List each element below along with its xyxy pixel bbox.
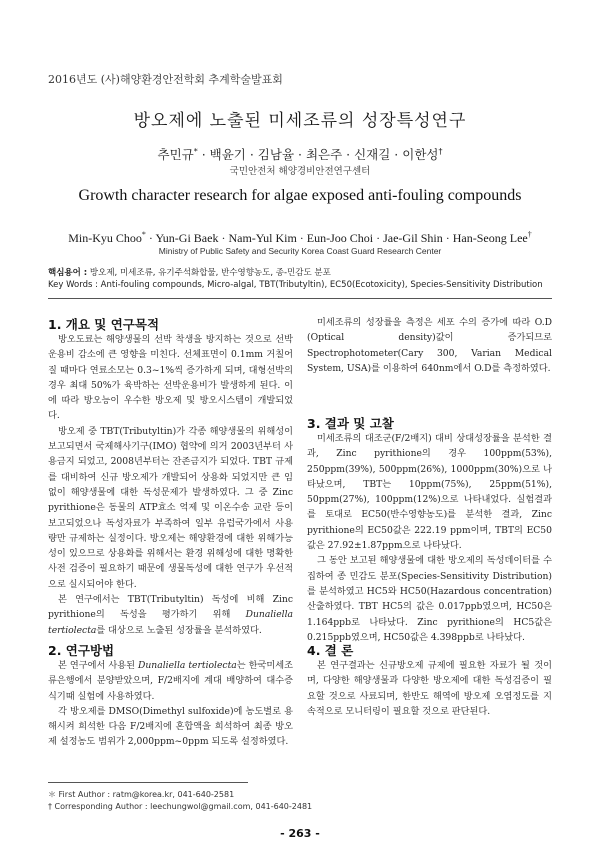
first-author-mark-en: * [141,230,146,239]
page-number: - 263 - [280,827,320,840]
left-column-methods [48,641,293,750]
section-3-p2-text: 그 동안 보고된 해양생물에 대한 방오제의 독성데이터를 수집하여 종 민감도 분포(Species-Sensitivity Distribution)를 분석하였고 HC5와 HC50(Hazardous concentration) 산출하였다. TBT HC5의 값은 0.017ppb였으며, HC50은 1.164ppb로 나타났다. Zinc pyrithione의 HC5값은 0.215ppb였으며, HC50값은 4.398ppb로 나타났다. [307,555,552,643]
section-1-paragraph-3 [48,592,293,638]
korean-affiliation: 국민안전처 해양경비안전연구센터 [229,166,371,177]
section-2-p1-text-a: 본 연구에서 사용된 [58,660,139,671]
section-3-heading: 3. 결과 및 고찰 [307,416,394,431]
keywords-korean [48,266,331,278]
section-4-paragraph-1 [307,658,552,719]
section-2-heading: 2. 연구방법 [48,643,115,658]
korean-authors [0,145,600,163]
first-author-ko: 추민규 [157,147,194,162]
first-author-mark: * [193,146,198,156]
keywords-korean-text: 방오제, 미세조류, 유기주석화합물, 반수영향농도, 종-민감도 분포 [87,268,331,278]
keywords-english-text: Anti-fouling compounds, Micro-algal, TBT(Tributyltin), EC50(Ecotoxicity), Species-Sensitivity Distribution [97,280,543,290]
english-title: Growth character research for algae exposed anti-fouling compounds [78,187,522,204]
footnote-corresponding-author: † Corresponding Author : leechungwol@gmail.com, 041-640-2481 [48,802,313,811]
keywords-english-label: Key Words : [48,280,98,290]
corresponding-author-mark-en: † [527,230,532,239]
section-3-paragraph-1 [307,431,552,553]
section-2-paragraph-1 [48,658,293,704]
footnote-divider [48,782,248,783]
keywords-divider [48,298,552,299]
section-3-p1-text: 미세조류의 대조군(F/2배지) 대비 상대성장률을 분석한 결과, Zinc pyrithione의 경우 100ppm(53%), 250ppm(39%), 500ppm(26%), 1000ppm(30%)으로 나타났으며, TBT는 10ppm(75%), 25ppm(51%), 50ppm(27%), 100ppm(12%)으로 나타내었다. 실험결과를 토대로 EC50(반수영향농도)를 분석한 결과, Zinc pyrithione의 EC50값은 222.19 ppm이며, TBT의 EC50값은 27.92±1.87ppm으로 나타났다. [307,433,552,552]
right-column-conclusion [307,641,552,719]
section-2-p2-text: 각 방오제를 DMSO(Dimethyl sulfoxide)에 농도별로 용해시켜 희석한 다음 F/2배지에 혼합액을 희석하여 최종 방오제 설정농도 범위가 2,000ppm~0ppm 되도록 설정하였다. [48,705,293,748]
corresponding-author-mark: † [438,146,443,156]
conference-header: 2016년도 (사)해양환경안전학회 추계학술발표회 [48,73,283,86]
corresponding-author-ko: 이한성 [402,147,439,162]
corresponding-author-en: Han-Seong Lee [452,231,528,245]
section-1-p2-text: 방오제 중 TBT(Tributyltin)가 각종 해양생물의 위해성이 보고되면서 국제해사기구(IMO) 협약에 의거 2003년부터 사용금지 되었고, 2008년부터는 잔존금지가 되었다. TBT 규제를 대비하여 신규 방오제가 개발되어 상용화 되었지만 큰 임없이 해양생물에 대한 독성문제가 발생하였다. 그 중 Zinc pyrithione은 동물의 ATP효소 억제 및 이온수송 교란 등이 보고되었으나 독성자료가 부족하여 일부 유럽국가에서 사용량만 규제하는 실정이다. 방오제는 해양환경에 대한 위해가능성이 있으므로 상용화를 위해서는 환경 위해성에 대한 명확한 사전 검증이 필요하기 때문에 생물독성에 대한 연구가 우선적으로 실시되어야 한다. [48,425,293,590]
species-name-italic: Dunaliella tertiolecta [48,609,293,636]
keywords-english [48,280,543,290]
korean-title: 방오제에 노출된 미세조류의 성장특성연구 [133,111,467,131]
section-1-paragraph-2 [48,424,293,592]
species-name-italic-2: Dunaliella tertiolecta [138,660,237,671]
section-1-paragraph-1 [48,332,293,424]
section-1-p3-text-b: 를 대상으로 노출된 성장률을 분석하였다. [96,624,262,636]
section-4-p1-text: 본 연구결과는 신규방오제 규제에 필요한 자료가 될 것이며, 다양한 해양생물과 다양한 방오제에 대한 독성검증이 필요할 것으로 사료되며, 한반도 해역에 방오제 오염정도를 지속적으로 모니터링이 필요할 것으로 판단된다. [307,660,552,717]
left-column [48,315,293,638]
co-authors-ko: · 백윤기 · 김남율 · 최은주 · 신재길 · [197,147,403,162]
section-2-paragraph-2 [48,704,293,750]
right-column [307,315,552,376]
section-2-p3-text: 미세조류의 성장률을 측정은 세포 수의 증가에 따라 O.D (Optical density)값이 증가되므로 Spectrophotometer(Cary 300, Varian Medical System, USA)를 이용하여 640nm에서 O.D를 측정하였다. [307,317,552,374]
co-authors-en: · Yun-Gi Baek · Nam-Yul Kim · Eun-Joo Choi · Jae-Gil Shin · [145,231,453,245]
first-author-en: Min-Kyu Choo [68,231,142,245]
section-1-heading: 1. 개요 및 연구목적 [48,317,160,332]
section-4-heading: 4. 결 론 [307,643,354,658]
english-authors [0,230,600,246]
right-column-results [307,414,552,645]
section-2-paragraph-3 [307,315,552,376]
keywords-korean-label: 핵심용어 : [48,268,88,278]
english-affiliation: Ministry of Public Safety and Security Korea Coast Guard Research Center [158,246,442,256]
section-2-p1-text-b: 는 한국미세조류은행에서 분양받았으며, F/2배지에 계대 배양하여 대수증식기때 실험에 사용하였다. [48,660,294,702]
footnote-first-author: ＊ First Author : ratm@korea.kr, 041-640-2581 [48,790,235,799]
section-1-p1-text: 방오도료는 해양생물의 선박 착생을 방지하는 것으로 선박운용비 감소에 큰 영향을 미친다. 선체표면이 0.1mm 거칠어질 때마다 연료소모는 0.3~1%씩 증가하게 되며, 대형선박의 경우 최대 50%가 육박하는 선박운용비가 발생하게 된다. 이에 따라 방오능이 우수한 방오제 및 방오시스템이 개발되었다. [48,334,293,422]
section-1-p3-text-a: 본 연구에서는 TBT(Tributyltin) 독성에 비해 Zinc pyrithione의 독성을 평가하기 위해 [48,594,293,621]
section-3-paragraph-2 [307,553,552,645]
